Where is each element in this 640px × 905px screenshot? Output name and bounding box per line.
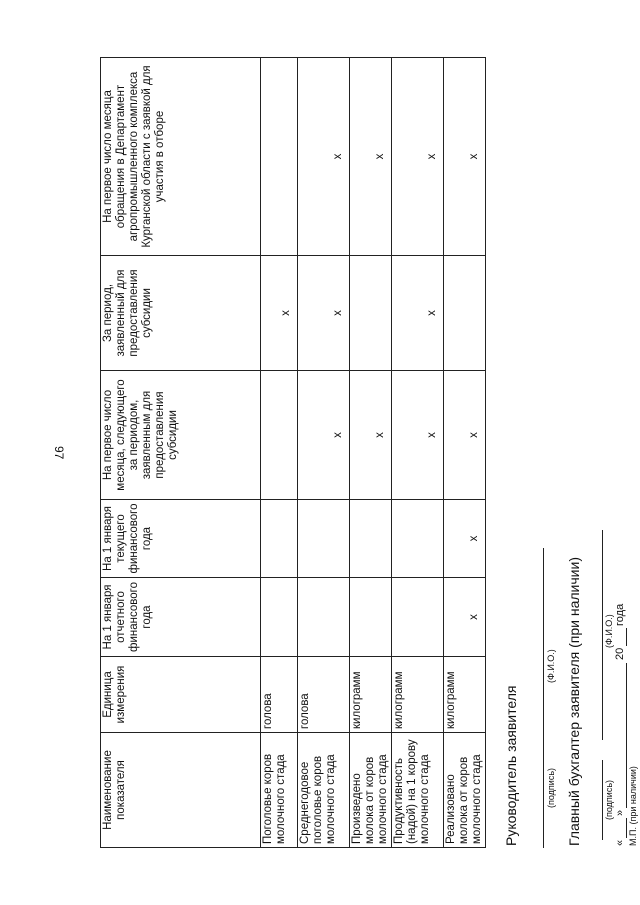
row-name: Реализовано молока от коров молочного стада bbox=[444, 733, 486, 848]
cell-value: x bbox=[444, 500, 486, 578]
cell-value: x bbox=[350, 58, 392, 256]
accountant-fio-line bbox=[602, 530, 603, 740]
header-indicator-name: Наименование показателя bbox=[101, 733, 261, 848]
year-prefix: 20 bbox=[614, 647, 626, 660]
signature-caption-2: (подпись) bbox=[604, 779, 614, 820]
header-first-of-next-month: На первое число месяца, следующего за периодом, заявленным для предоставления субсидии bbox=[101, 371, 261, 500]
table-header-row bbox=[101, 58, 261, 848]
table-row bbox=[350, 58, 392, 848]
cell-value bbox=[261, 58, 298, 256]
header-subsidy-period: За период, заявленный для предоставления субсидии bbox=[101, 256, 261, 371]
cell-value: x bbox=[298, 256, 350, 371]
fio-caption: (Ф.И.О.) bbox=[546, 649, 556, 683]
fio-caption-2: (Ф.И.О.) bbox=[604, 614, 614, 648]
cell-value: x bbox=[392, 58, 444, 256]
cell-value bbox=[350, 500, 392, 578]
cell-value bbox=[261, 371, 298, 500]
cell-value bbox=[392, 578, 444, 657]
rotated-document bbox=[100, 58, 640, 848]
date-year-line bbox=[626, 628, 627, 646]
cell-value: x bbox=[444, 58, 486, 256]
cell-value: x bbox=[392, 371, 444, 500]
date-close-quote: » bbox=[614, 809, 626, 816]
cell-value: x bbox=[261, 256, 298, 371]
row-name: Продуктивность (надой) на 1 корову молочного стада bbox=[392, 733, 444, 848]
cell-value: x bbox=[444, 578, 486, 657]
cell-value bbox=[350, 578, 392, 657]
row-name: Среднегодовое поголовье коров молочного стада bbox=[298, 733, 350, 848]
cell-value: x bbox=[392, 256, 444, 371]
header-start-reporting-year: На 1 января отчетного финансового года bbox=[101, 578, 261, 657]
head-signature-line bbox=[543, 548, 544, 848]
signature-caption: (подпись) bbox=[546, 767, 556, 808]
row-name: Произведено молока от коров молочного стада bbox=[350, 733, 392, 848]
date-open-quote: « bbox=[614, 839, 626, 846]
year-suffix: года bbox=[614, 603, 626, 626]
cell-value bbox=[392, 500, 444, 578]
cell-value bbox=[298, 500, 350, 578]
head-label: Руководитель заявителя bbox=[503, 685, 519, 846]
cell-value bbox=[298, 578, 350, 657]
cell-value bbox=[261, 500, 298, 578]
cell-value: x bbox=[298, 371, 350, 500]
table-row bbox=[261, 58, 298, 848]
table-row bbox=[392, 58, 444, 848]
row-unit: килограмм bbox=[392, 657, 444, 733]
row-unit: голова bbox=[261, 657, 298, 733]
accountant-label: Главный бухгалтер заявителя (при наличии) bbox=[566, 557, 582, 846]
indicators-table bbox=[100, 57, 486, 848]
row-unit: голова bbox=[298, 657, 350, 733]
accountant-signature-line bbox=[602, 760, 603, 840]
cell-value bbox=[444, 256, 486, 371]
row-unit: килограмм bbox=[444, 657, 486, 733]
cell-value bbox=[350, 256, 392, 371]
header-unit: Единица измерения bbox=[101, 657, 261, 733]
cell-value: x bbox=[298, 58, 350, 256]
table-row bbox=[298, 58, 350, 848]
row-unit: килограмм bbox=[350, 657, 392, 733]
page-number: 97 bbox=[52, 446, 66, 460]
date-month-line bbox=[626, 663, 627, 808]
date-day-line bbox=[626, 818, 627, 838]
cell-value bbox=[261, 578, 298, 657]
header-application-month: На первое число месяца обращения в Департамент агропромышленного комплекса Курганской области с заявкой для участия в отборе bbox=[101, 58, 261, 256]
stamp-label: М.П. (при наличии) bbox=[628, 766, 638, 846]
row-name: Поголовье коров молочного стада bbox=[261, 733, 298, 848]
cell-value: x bbox=[444, 371, 486, 500]
header-start-current-year: На 1 января текущего финансового года bbox=[101, 500, 261, 578]
cell-value: x bbox=[350, 371, 392, 500]
table-row bbox=[444, 58, 486, 848]
